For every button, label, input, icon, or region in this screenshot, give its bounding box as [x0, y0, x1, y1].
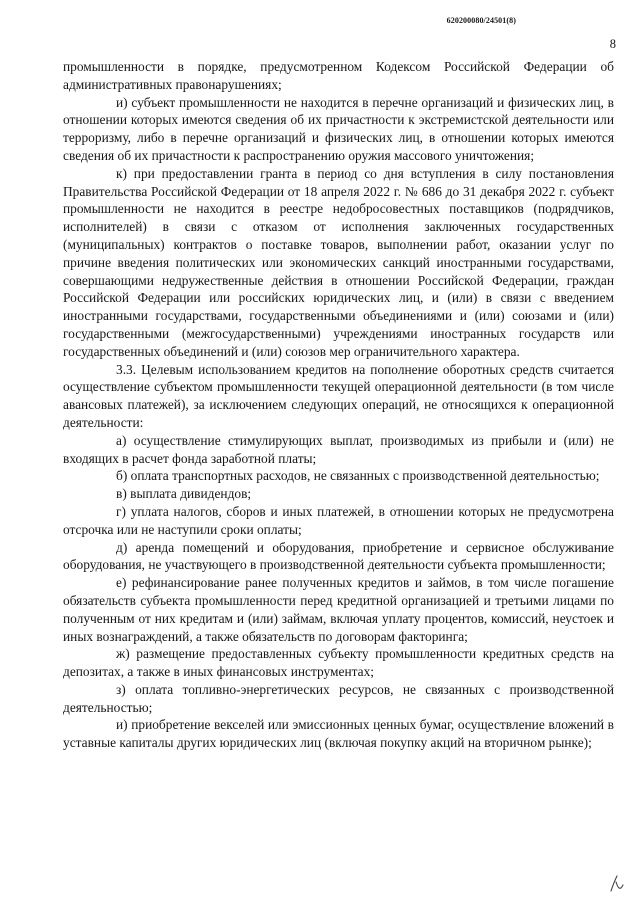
paragraph-item-g: г) уплата налогов, сборов и иных платежей, в отношении которых не предусмотрена отсрочка или не наступили сроки оплаты;: [63, 503, 614, 537]
paragraph-item-b: б) оплата транспортных расходов, не связанных с производственной деятельностью;: [116, 468, 600, 484]
paragraph-item-i2: и) приобретение векселей или эмиссионных ценных бумаг, осуществление вложений в уставные капиталы других юридических лиц (включая покупку акций на вторичном рынке);: [63, 717, 614, 751]
page-number: 8: [609, 37, 616, 51]
document-body: [63, 58, 614, 752]
paragraph-item-i: и) субъект промышленности не находится в перечне организаций и физических лиц, в отношении которых имеются сведения об их причастности к экстремистской деятельности или терроризму, либо в перечне организаций и физических лиц, в отношении которых имеются сведения об их причастности к распространению оружия массового уничтожения;: [63, 94, 614, 163]
paragraph-item-zh: ж) размещение предоставленных субъекту промышленности кредитных средств на депозитах, а также в иных финансовых инструментах;: [63, 646, 614, 680]
handwritten-initial-mark: [608, 873, 626, 895]
paragraph-item-k: к) при предоставлении гранта в период со дня вступления в силу постановления Правительства Российской Федерации от 18 апреля 2022 г. № 686 до 31 декабря 2022 г. субъект промышленности не находится в реестре недобросовестных поставщиков (подрядчиков, исполнителей) в связи с отказом от исполнения заключенных государственных (муниципальных) контрактов о поставке товаров, выполнении работ, оказании услуг по причине введения политических или экономических санкций иностранными государствами, совершающими недружественные действия в отношении Российской Федерации, граждан Российской Федерации или российских юридических лиц, и (или) в связи с введением иностранными государствами, государственными объединениями и (или) союзами и (или) государственными (межгосударственными) учреждениями иностранных государств или государственных объединений и (или) союзов мер ограничительного характера.: [63, 165, 614, 359]
paragraph-item-e: е) рефинансирование ранее полученных кредитов и займов, в том числе погашение обязательств субъекта промышленности перед кредитной организацией и третьими лицами по полученным от них кредитам и (или) займам, включая уплату процентов, комиссий, неустоек и иных вознаграждений, а также обязательств по договорам факторинга;: [63, 575, 614, 644]
paragraph-item-d: д) аренда помещений и оборудования, приобретение и сервисное обслуживание оборудования, не участвующего в производственной деятельности субъекта промышленности;: [63, 539, 614, 573]
paragraph-item-z: з) оплата топливно-энергетических ресурсов, не связанных с производственной деятельностью;: [63, 681, 614, 715]
paragraph-item-v: в) выплата дивидендов;: [116, 486, 252, 502]
paragraph-item-a: а) осуществление стимулирующих выплат, производимых из прибыли и (или) не входящих в расчет фонда заработной платы;: [63, 432, 614, 466]
document-code: 620200080/24501(8): [446, 16, 516, 25]
paragraph-section-3-3: 3.3. Целевым использованием кредитов на пополнение оборотных средств считается осуществление субъектом промышленности текущей операционной деятельности (в том числе авансовых платежей), за исключением следующих операций, не относящихся к операционной деятельности:: [63, 361, 614, 430]
paragraph-continuation: промышленности в порядке, предусмотренном Кодексом Российской Федерации об административных правонарушениях;: [63, 59, 614, 92]
